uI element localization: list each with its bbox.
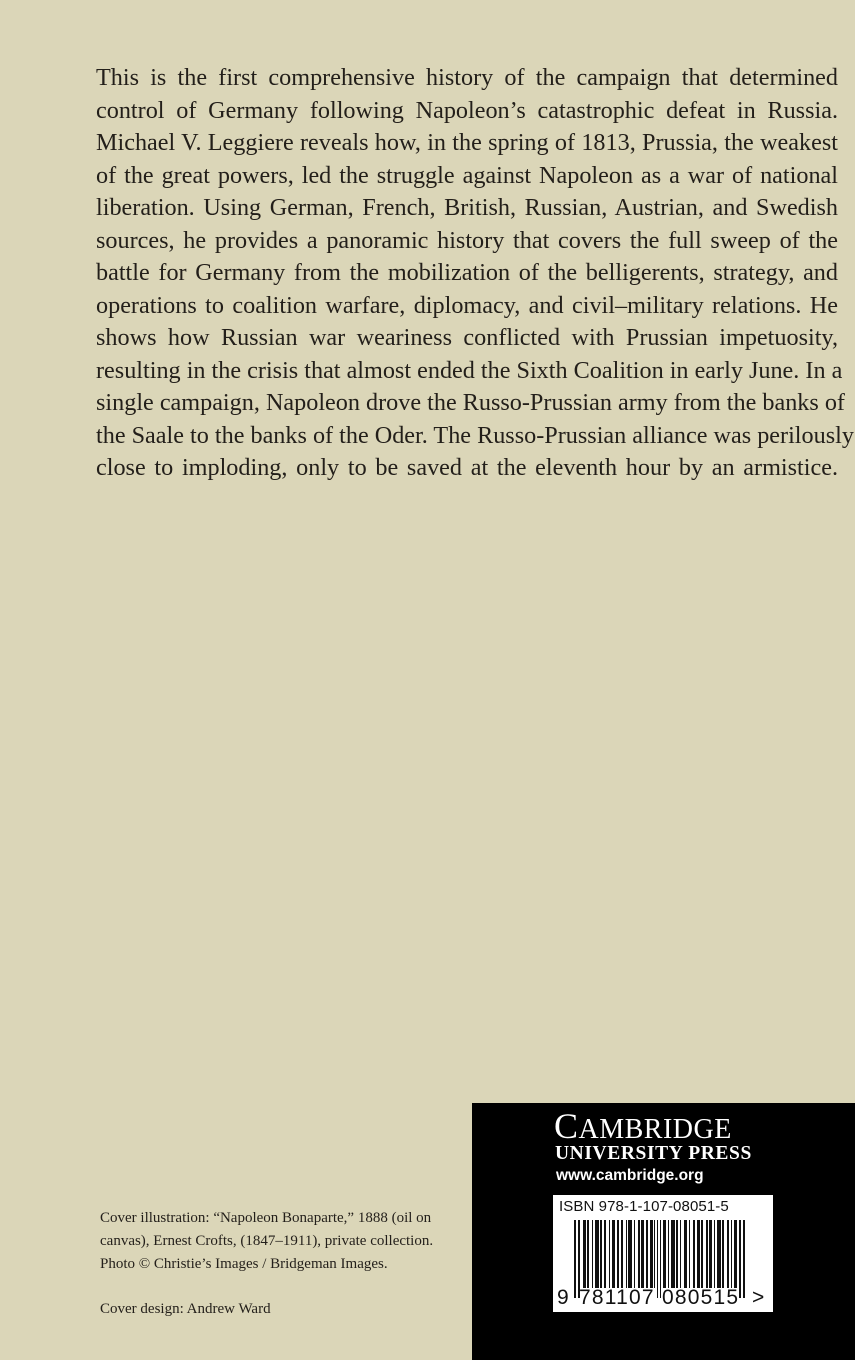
blurb-line: This is the first comprehensive history of the campaign that determined — [96, 64, 838, 91]
blurb-line: sources, he provides a panoramic history that covers the full sweep of the — [96, 226, 838, 254]
publisher-url: www.cambridge.org — [556, 1167, 704, 1184]
back-cover-blurb — [96, 62, 854, 485]
cover-design-credit: Cover design: Andrew Ward — [100, 1301, 271, 1317]
barcode-first-digit: 9 — [557, 1286, 569, 1309]
isbn-barcode — [553, 1195, 773, 1312]
blurb-line: shows how Russian war weariness conflicted with Prussian impetuosity, — [96, 324, 838, 351]
barcode-right-digits: 080515 — [662, 1286, 740, 1309]
blurb-line: operations to coalition warfare, diplomacy, and civil–military relations. He — [96, 291, 838, 319]
illustration-credit-line: Photo © Christie’s Images / Bridgeman Images. — [100, 1256, 388, 1272]
illustration-credit-line: Cover illustration: “Napoleon Bonaparte,” 1888 (oil on — [100, 1210, 432, 1226]
blurb-line: close to imploding, only to be saved at the eleventh hour by an armistice. — [96, 454, 838, 481]
isbn-label: ISBN 978-1-107-08051-5 — [559, 1198, 729, 1215]
illustration-credit-line: canvas), Ernest Crofts, (1847–1911), private collection. — [100, 1233, 434, 1249]
blurb-line: of the great powers, led the struggle against Napoleon as a war of national — [96, 161, 838, 189]
publisher-panel — [472, 1103, 855, 1360]
logo-name: AMBRIDGE — [578, 1114, 732, 1145]
blurb-line: single campaign, Napoleon drove the Russo-Prussian army from the banks of — [96, 389, 845, 416]
barcode-left-digits: 781107 — [579, 1286, 655, 1309]
blurb-line: liberation. Using German, French, British, Russian, Austrian, and Swedish — [96, 194, 838, 221]
blurb-line: the Saale to the banks of the Oder. The Russo-Prussian alliance was perilously — [96, 421, 854, 449]
publisher-subtitle: UNIVERSITY PRESS — [555, 1143, 752, 1164]
publisher-logo — [554, 1106, 732, 1147]
blurb-line: resulting in the crisis that almost ended the Sixth Coalition in early June. In a — [96, 356, 843, 384]
logo-initial: C — [554, 1106, 579, 1146]
blurb-line: Michael V. Leggiere reveals how, in the spring of 1813, Prussia, the weakest — [96, 129, 838, 156]
barcode-quiet-zone-arrow-icon: > — [752, 1286, 765, 1309]
blurb-line: battle for Germany from the mobilization of the belligerents, strategy, and — [96, 259, 838, 286]
blurb-line: control of Germany following Napoleon’s catastrophic defeat in Russia. — [96, 96, 838, 124]
cover-credits — [100, 1207, 470, 1321]
